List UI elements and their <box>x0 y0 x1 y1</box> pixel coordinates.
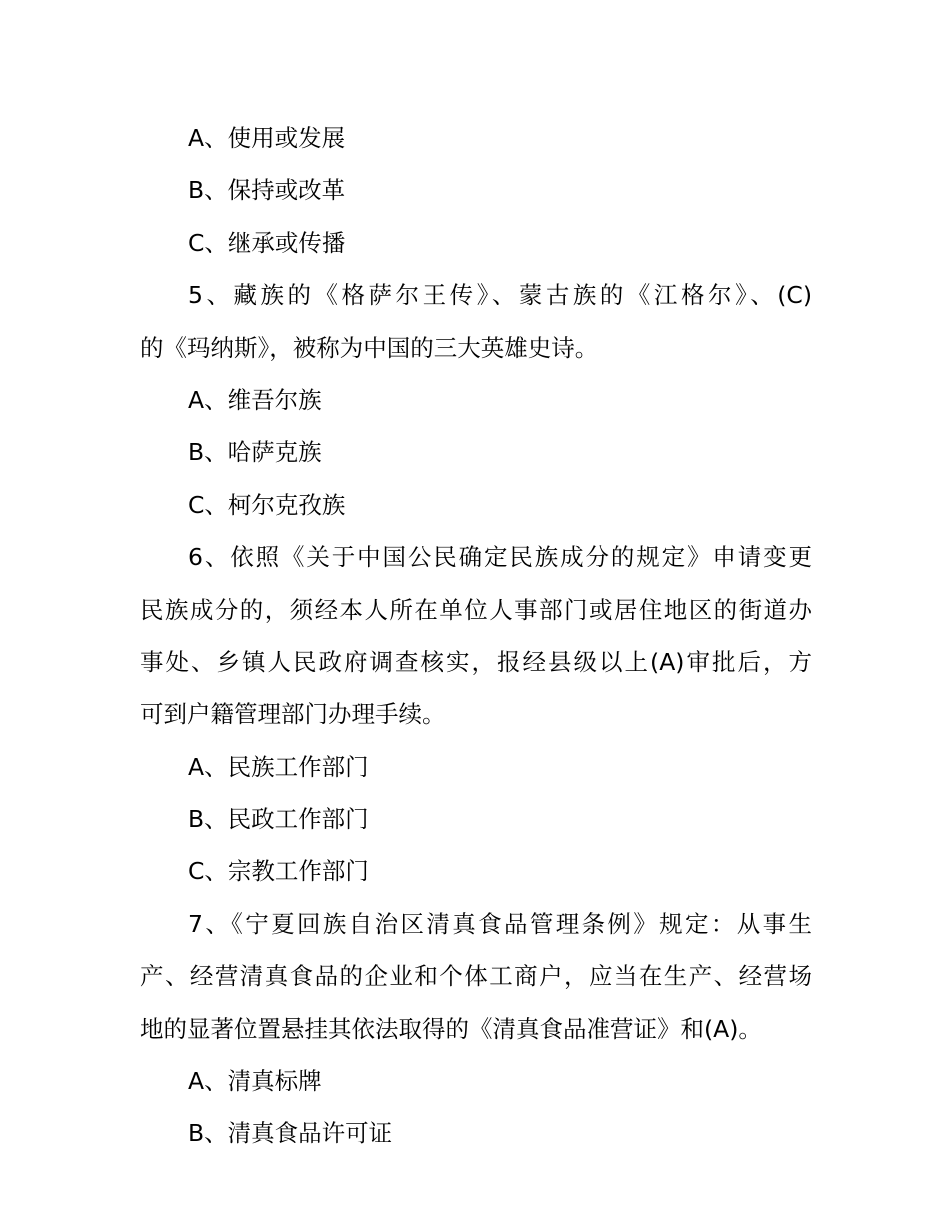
text-line: A、维吾尔族 <box>188 385 322 414</box>
question-paragraph <box>140 269 812 374</box>
document-page <box>140 112 812 1160</box>
text-line: A、清真标牌 <box>188 1067 322 1096</box>
text-line: 产、经营清真食品的企业和个体工商户，应当在生产、经营场 <box>140 962 812 991</box>
text-line: 事处、乡镇人民政府调查核实，报经县级以上(A)审批后，方 <box>140 647 812 676</box>
answer-option <box>140 1055 812 1107</box>
question-paragraph <box>140 531 812 741</box>
text-line: A、民族工作部门 <box>188 752 369 781</box>
answer-option <box>140 479 812 531</box>
question-paragraph <box>140 898 812 1055</box>
text-line: 7、《宁夏回族自治区清真食品管理条例》规定：从事生 <box>188 909 812 938</box>
text-line: 民族成分的，须经本人所在单位人事部门或居住地区的街道办 <box>140 595 812 624</box>
text-line: C、宗教工作部门 <box>188 857 369 886</box>
text-line: C、继承或传播 <box>188 228 346 257</box>
text-line: A、使用或发展 <box>188 124 346 152</box>
text-line: C、柯尔克孜族 <box>188 490 346 519</box>
answer-option <box>140 1107 812 1159</box>
text-line: B、清真食品许可证 <box>188 1119 393 1148</box>
text-line: 地的显著位置悬挂其依法取得的《清真食品准营证》和(A)。 <box>140 1014 762 1043</box>
text-line: B、保持或改革 <box>188 176 346 205</box>
answer-option <box>140 217 812 269</box>
answer-option <box>140 112 812 164</box>
text-line: B、哈萨克族 <box>188 438 322 467</box>
answer-option <box>140 374 812 426</box>
text-line: 可到户籍管理部门办理手续。 <box>140 700 446 729</box>
text-line: 6、依照《关于中国公民确定民族成分的规定》申请变更 <box>188 543 812 572</box>
answer-option <box>140 426 812 478</box>
answer-option <box>140 741 812 793</box>
text-line: 的《玛纳斯》，被称为中国的三大英雄史诗。 <box>140 333 599 362</box>
answer-option <box>140 793 812 845</box>
answer-option <box>140 164 812 216</box>
text-line: B、民政工作部门 <box>188 805 369 834</box>
answer-option <box>140 845 812 897</box>
text-line: 5、藏族的《格萨尔王传》、蒙古族的《江格尔》、(C) <box>188 281 812 310</box>
